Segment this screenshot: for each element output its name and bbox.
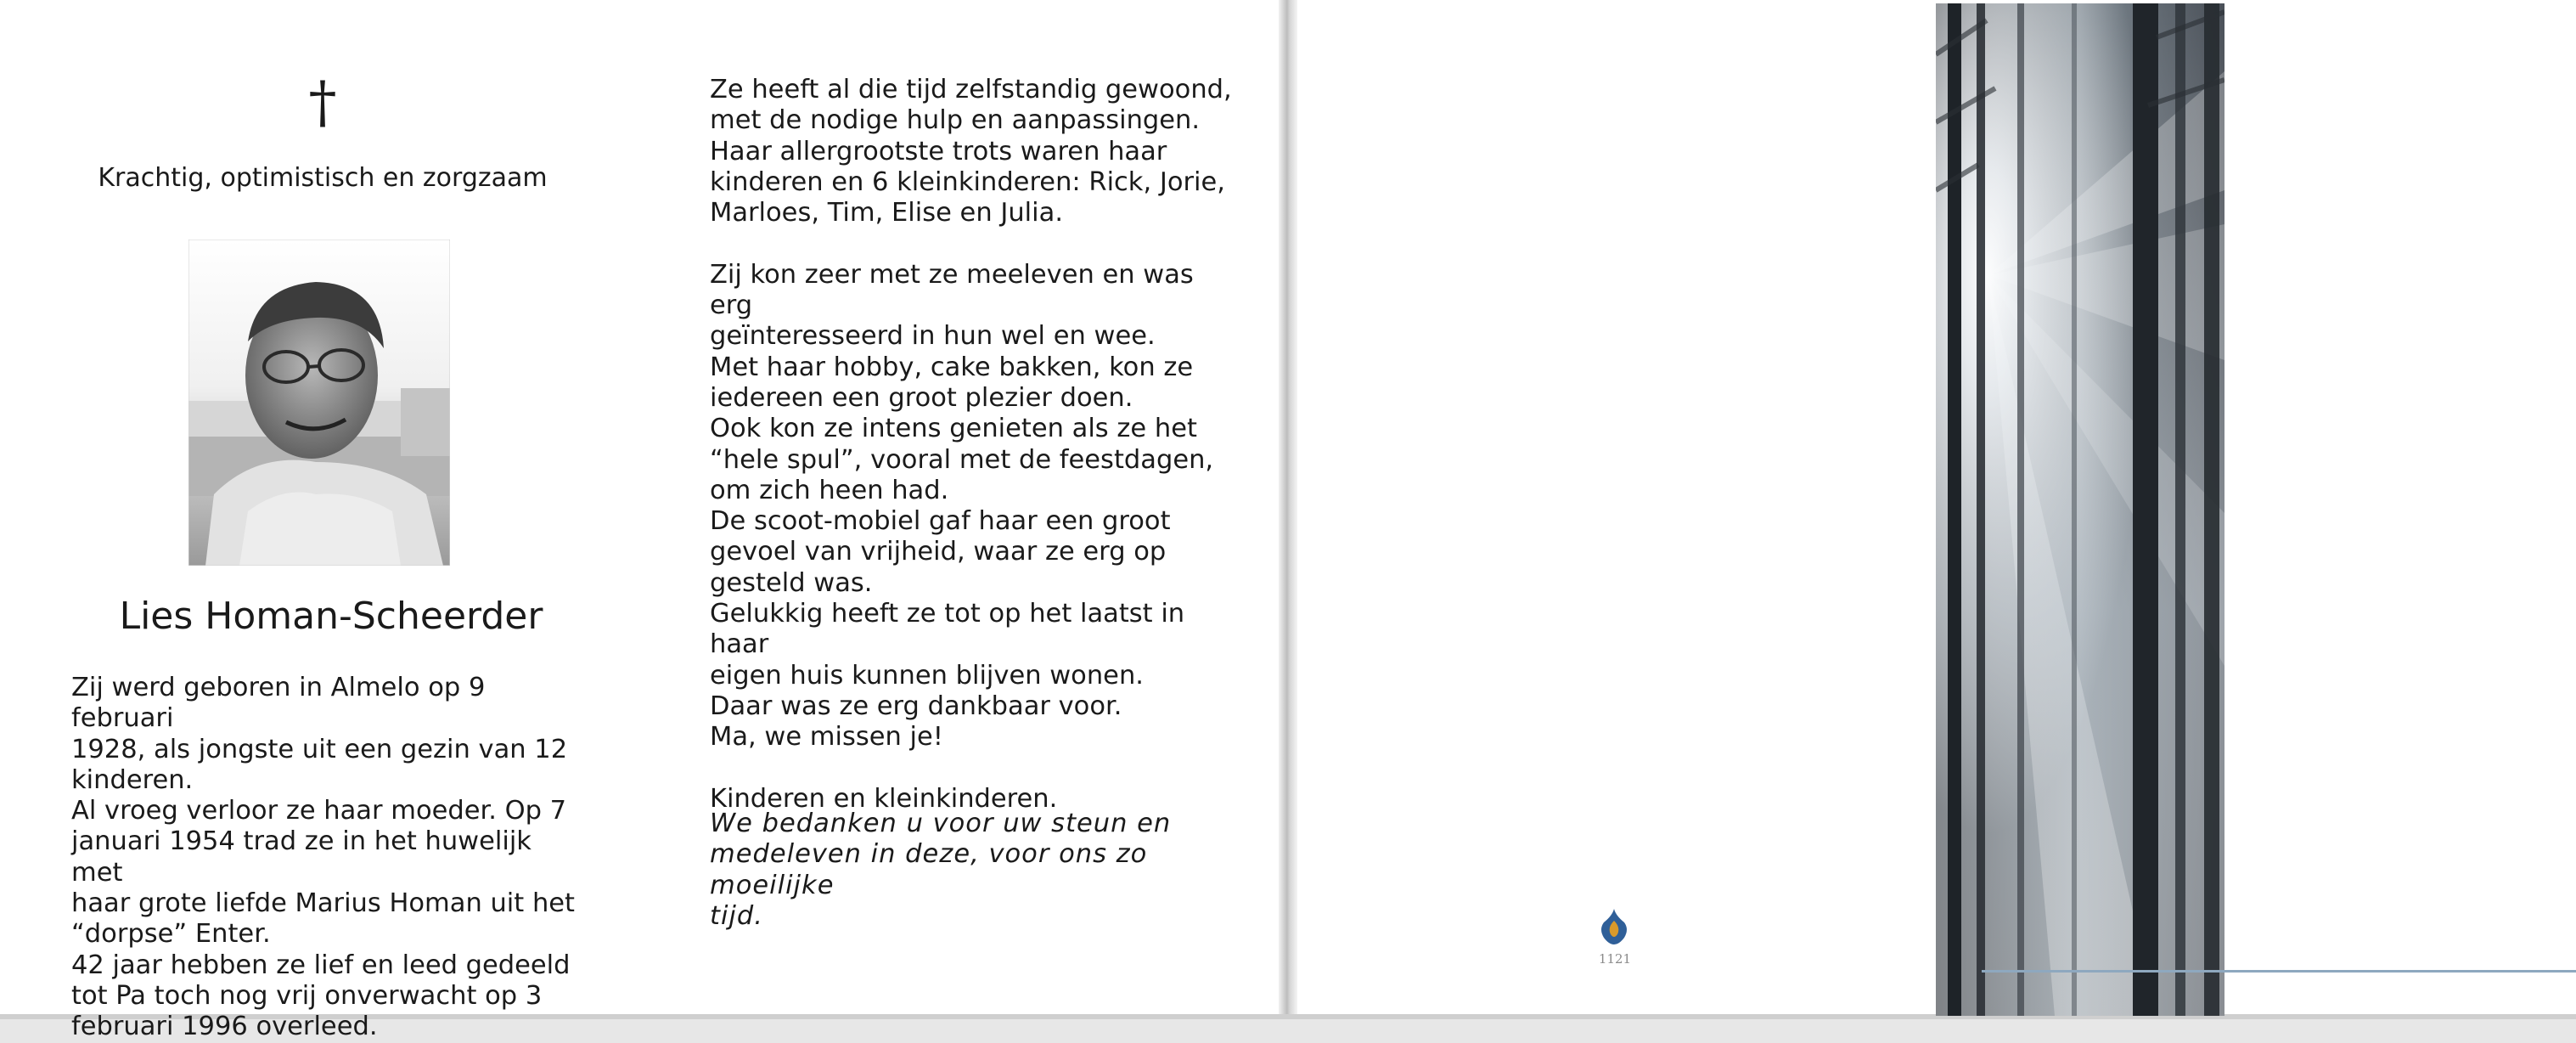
thank-you-text: We bedanken u voor uw steun en medeleven in deze, voor ons zo moeilijke tijd. (710, 809, 1172, 931)
portrait-photo-icon (188, 240, 450, 566)
deceased-name: Lies Homan-Scheerder (119, 595, 543, 638)
flame-emblem-icon (1599, 909, 1629, 944)
memorial-text: Ze heeft al die tijd zelfstandig gewoond, met de nodige hulp en aanpassingen. Haar allergrootste trots waren haar kinderen en 6 kleinkinderen: Rick, Jorie, Marloes, Tim, Elise en Julia. Zij kon zeer met ze meeleven en was erg geïnteresseerd in hun wel en wee. Met haar hobby, cake bakken, kon ze iedereen een groot plezier doen. Ook kon ze intens genieten als ze het “hele spul”, vooral met de feestdagen, om zich heen had. De scoot-mobiel gaf haar een groot gevoel van vrijheid, waar ze erg op gesteld was. Gelukkig heeft ze tot op het laatst in haar eigen huis kunnen blijven wonen. Daar was ze erg dankbaar voor. Ma, we missen je! Kinderen en kleinkinderen. (710, 75, 1232, 814)
biography-text: Zij werd geboren in Almelo op 9 februari 1928, als jongste uit een gezin van 12 kinderen. Al vroeg verloor ze haar moeder. Op 7 januari 1954 trad ze in het huwelijk met haar grote liefde Marius Homan uit het “dorpse” Enter. 42 jaar hebben ze lief en leed gedeeld tot Pa toch nog vrij onverwacht op 3 februari 1996 overleed. (71, 673, 575, 1042)
card-fold (1279, 0, 1297, 1019)
cross-symbol: † (308, 70, 337, 135)
motto-line: Krachtig, optimistisch en zorgzaam (98, 163, 548, 193)
printer-number: 1121 (1598, 951, 1632, 967)
accent-line (1982, 970, 2576, 973)
forest-sunbeam-photo-icon (1936, 3, 2224, 1016)
